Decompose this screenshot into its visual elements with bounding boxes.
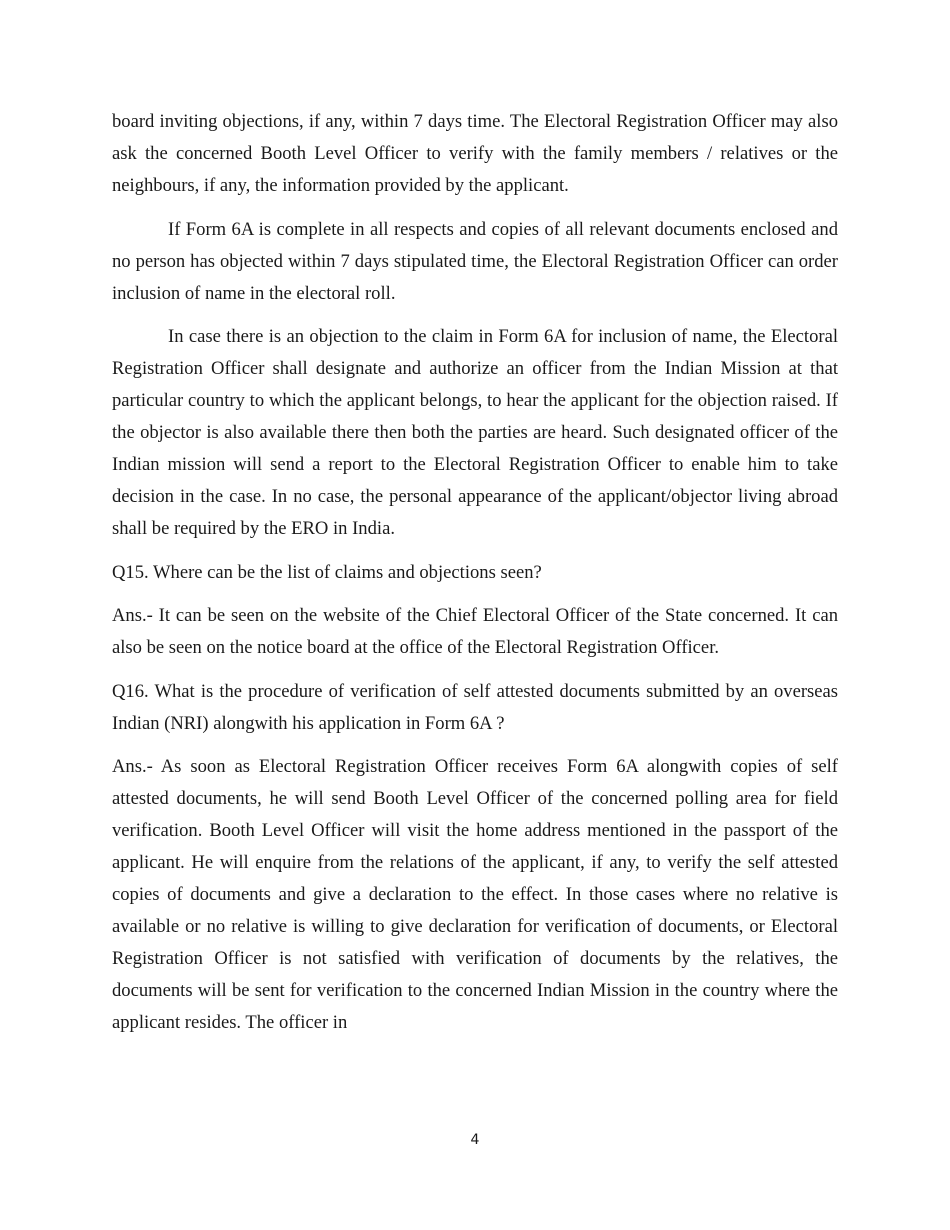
paragraph-form-6a-complete: If Form 6A is complete in all respects and copies of all relevant documents enclosed and no person has objected within 7 days stipulated time, the Electoral Registration Officer can order inclusion of name in the electoral roll.	[112, 218, 838, 304]
question-q15: Q15. Where can be the list of claims and objections seen?	[112, 561, 542, 583]
paragraph-objection-procedure: In case there is an objection to the claim in Form 6A for inclusion of name, the Electoral Registration Officer shall designate and authorize an officer from the Indian Mission at that particular country to which the applicant belongs, to hear the applicant for the objection raised. If the objector is also available there then both the parties are heard. Such designated officer of the Indian mission will send a report to the Electoral Registration Officer to enable him to take decision in the case. In no case, the personal appearance of the applicant/objector living abroad shall be required by the ERO in India.	[112, 326, 838, 539]
answer-q15: Ans.- It can be seen on the website of the Chief Electoral Officer of the State concerned. It can also be seen on the notice board at the office of the Electoral Registration Officer.	[112, 605, 838, 658]
paragraph-continued-objections: board inviting objections, if any, within 7 days time. The Electoral Registration Officer may also ask the concerned Booth Level Officer to verify with the family members / relatives or the neighbours, if any, the information provided by the applicant.	[112, 111, 838, 196]
document-body	[112, 106, 838, 1051]
question-q16: Q16. What is the procedure of verification of self attested documents submitted by an overseas Indian (NRI) alongwith his application in Form 6A ?	[112, 680, 838, 734]
page-number: 4	[470, 1132, 480, 1148]
answer-q16: Ans.- As soon as Electoral Registration Officer receives Form 6A alongwith copies of self attested documents, he will send Booth Level Officer of the concerned polling area for field verification. Booth Level Officer will visit the home address mentioned in the passport of the applicant. He will enquire from the relations of the applicant, if any, to verify the self attested copies of documents and give a declaration to the effect. In those cases where no relative is available or no relative is willing to give declaration for verification of documents, or Electoral Registration Officer is not satisfied with verification of documents by the relatives, the documents will be sent for verification to the concerned Indian Mission in the country where the applicant resides. The officer in	[112, 756, 838, 1033]
